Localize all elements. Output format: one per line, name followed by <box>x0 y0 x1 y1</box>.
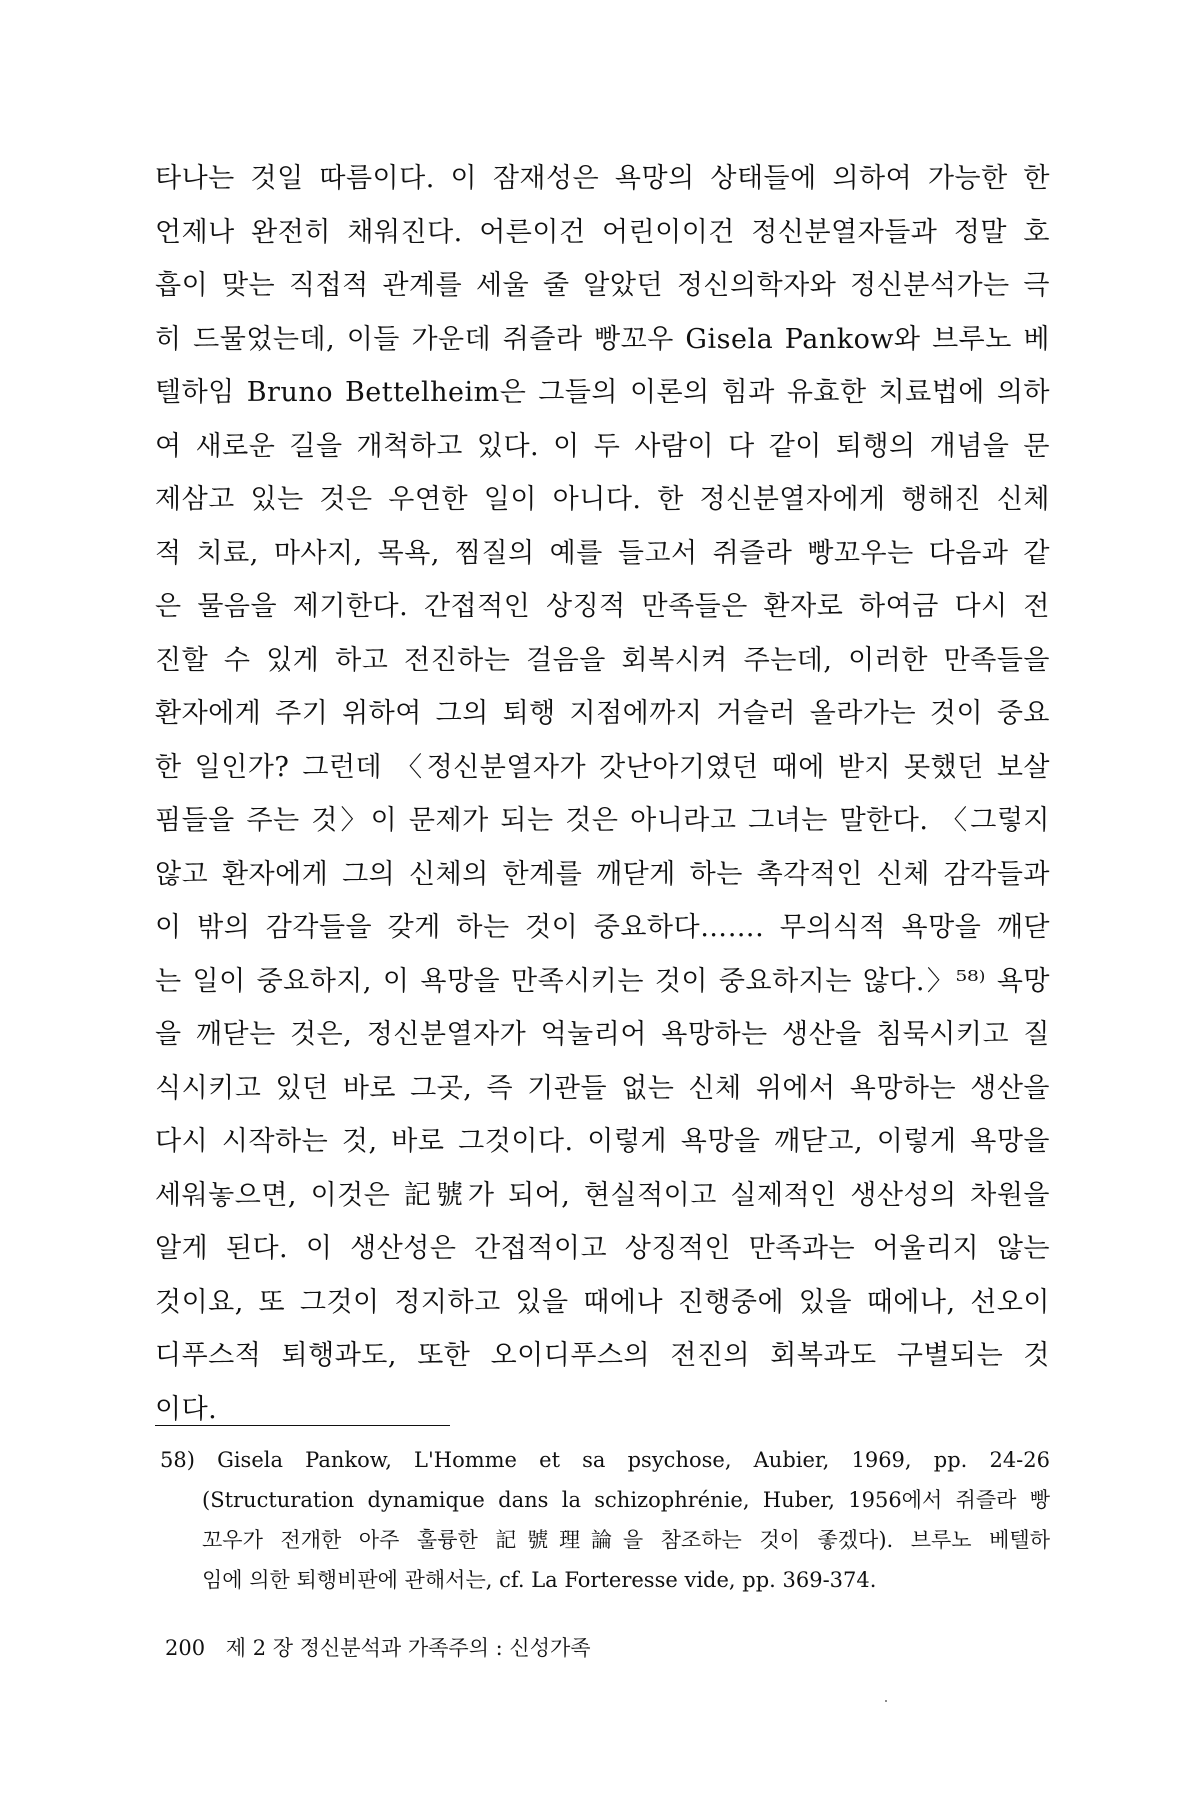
body-line: 디푸스적 퇴행과도, 또한 오이디푸스의 전진의 회복과도 구별되는 것 <box>155 1340 1050 1371</box>
body-line: 흡이 맞는 직접적 관계를 세울 줄 알았던 정신의학자와 정신분석가는 극 <box>155 270 1050 301</box>
footnotes <box>160 1440 1050 1600</box>
running-footer <box>165 1633 591 1663</box>
body-line: 한 일인가? 그런데 〈정신분열자가 갓난아기였던 때에 받지 못했던 보살 <box>155 751 1050 783</box>
body-line: 진할 수 있게 하고 전진하는 걸음을 회복시켜 주는데, 이러한 만족들을 <box>155 644 1050 676</box>
body-line: 적 치료, 마사지, 목욕, 찜질의 예를 들고서 쥐즐라 빵꼬우는 다음과 같 <box>155 537 1050 569</box>
body-line: 는 일이 중요하지, 이 욕망을 만족시키는 것이 중요하지는 않다.〉⁵⁸⁾ 욕망 <box>155 965 1050 997</box>
body-line: 알게 된다. 이 생산성은 간접적이고 상징적인 만족과는 어울리지 않는 <box>155 1233 1050 1264</box>
page-number: 200 <box>165 1636 206 1660</box>
body-line: 타나는 것일 따름이다. 이 잠재성은 욕망의 상태들에 의하여 가능한 한 <box>155 163 1050 194</box>
body-line: 이다. <box>155 1393 218 1425</box>
body-text <box>155 152 1050 1436</box>
body-line: 다시 시작하는 것, 바로 그것이다. 이렇게 욕망을 깨닫고, 이렇게 욕망을 <box>155 1126 1050 1157</box>
chapter-title: 제 2 장 정신분석과 가족주의 : 신성가족 <box>225 1636 591 1660</box>
footnote-line: 꼬우가 전개한 아주 훌륭한 記號理論을 참조하는 것이 좋겠다). 브루노 베텔하 <box>202 1528 1050 1552</box>
body-line: 여 새로운 길을 개척하고 있다. 이 두 사람이 다 같이 퇴행의 개념을 문 <box>155 430 1050 462</box>
footnote-divider <box>155 1425 450 1426</box>
body-line: 은 물음을 제기한다. 간접적인 상징적 만족들은 환자로 하여금 다시 전 <box>155 591 1050 622</box>
body-line: 식시키고 있던 바로 그곳, 즉 기관들 없는 신체 위에서 욕망하는 생산을 <box>155 1072 1050 1104</box>
footnote-line: (Structuration dynamique dans la schizophrénie, Huber, 1956에서 쥐즐라 빵 <box>202 1488 1050 1512</box>
body-line: 언제나 완전히 채워진다. 어른이건 어린이이건 정신분열자들과 정말 호 <box>155 216 1050 248</box>
footnote-line: 임에 의한 퇴행비판에 관해서는, cf. La Forteresse vide, pp. 369-374. <box>202 1568 877 1592</box>
body-line: 것이요, 또 그것이 정지하고 있을 때에나 진행중에 있을 때에나, 선오이 <box>155 1286 1050 1318</box>
body-line: 제삼고 있는 것은 우연한 일이 아니다. 한 정신분열자에게 행해진 신체 <box>155 484 1050 515</box>
body-line: 세워놓으면, 이것은 記號가 되어, 현실적이고 실제적인 생산성의 차원을 <box>155 1179 1050 1211</box>
body-line: 을 깨닫는 것은, 정신분열자가 억눌리어 욕망하는 생산을 침묵시키고 질 <box>155 1019 1050 1050</box>
body-line: 히 드물었는데, 이들 가운데 쥐즐라 빵꼬우 Gisela Pankow와 브루노 베 <box>155 323 1050 355</box>
footnote-line: 58) Gisela Pankow, L'Homme et sa psychose, Aubier, 1969, pp. 24-26 <box>160 1448 1050 1472</box>
body-line: 않고 환자에게 그의 신체의 한계를 깨닫게 하는 촉각적인 신체 감각들과 <box>155 858 1050 890</box>
body-line: 핌들을 주는 것〉이 문제가 되는 것은 아니라고 그녀는 말한다. 〈그렇지 <box>155 805 1050 836</box>
body-line: 환자에게 주기 위하여 그의 퇴행 지점에까지 거슬러 올라가는 것이 중요 <box>155 698 1050 729</box>
body-line: 이 밖의 감각들을 갖게 하는 것이 중요하다……. 무의식적 욕망을 깨닫 <box>155 912 1050 943</box>
scan-speck <box>885 1700 887 1702</box>
body-line: 텔하임 Bruno Bettelheim은 그들의 이론의 힘과 유효한 치료법에 의하 <box>155 377 1050 408</box>
